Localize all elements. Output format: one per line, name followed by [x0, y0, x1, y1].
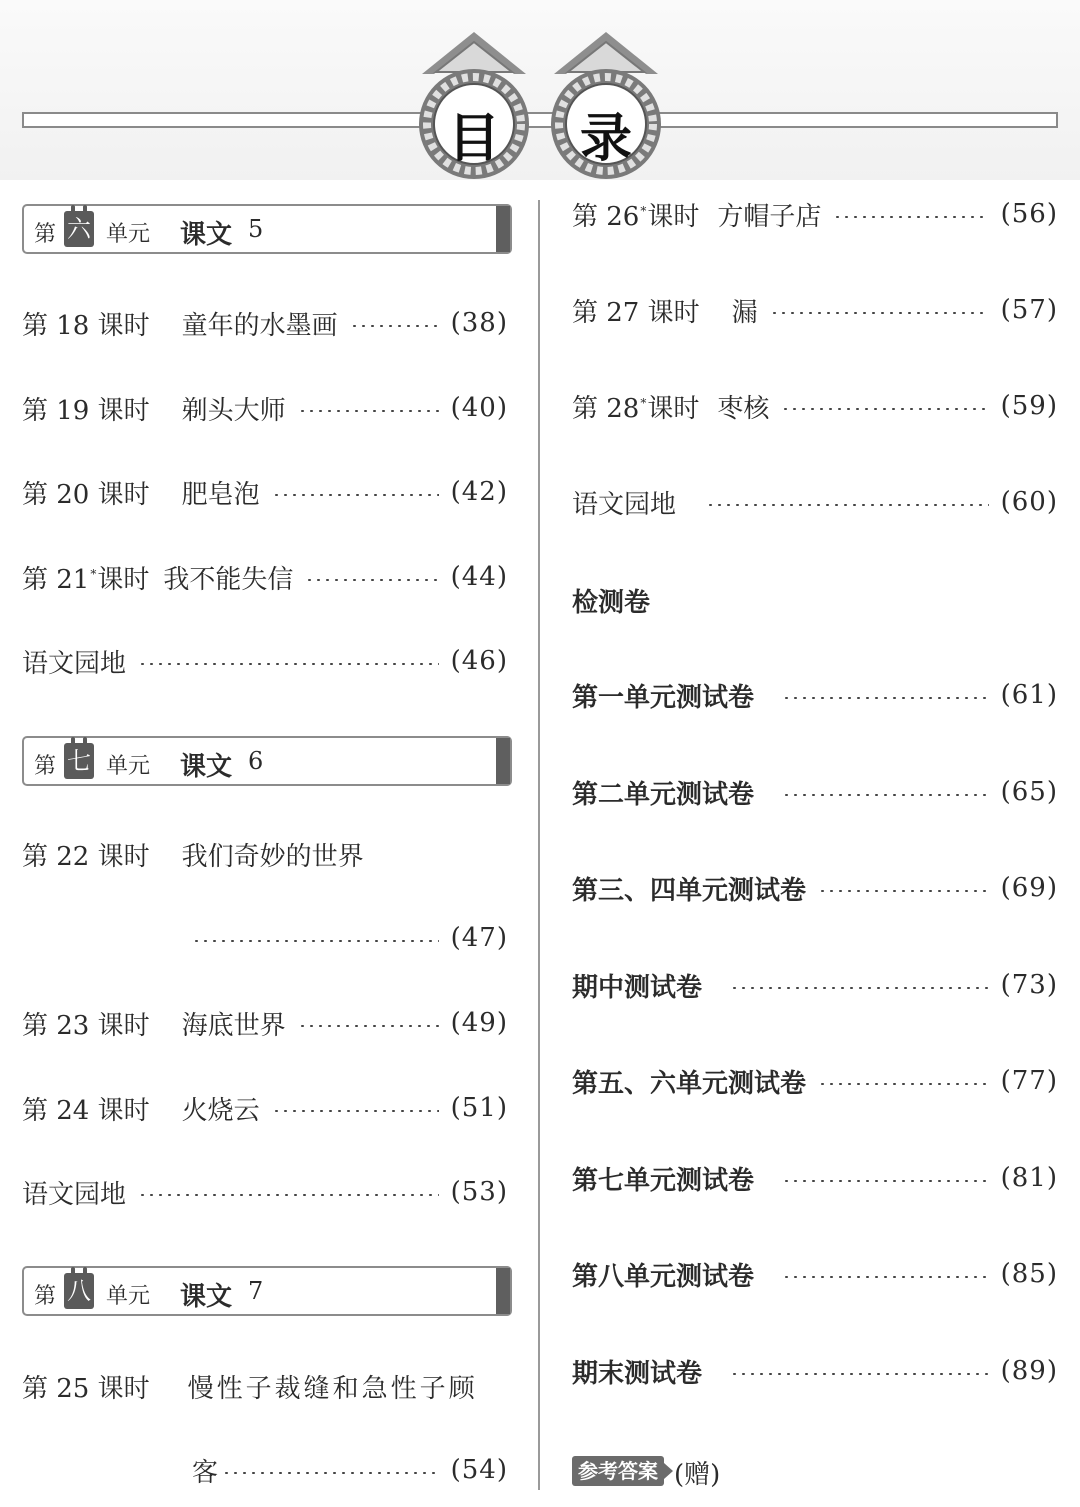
unit-danyuan: 单元 — [106, 1284, 151, 1309]
test-title: 第八单元测试卷 — [572, 1261, 755, 1292]
unit-danyuan: 单元 — [106, 754, 151, 779]
leader-dots — [138, 663, 439, 665]
lesson-title: 语文园地 — [22, 1179, 127, 1210]
unit-kewen: 课文 — [180, 1282, 233, 1312]
page-number: (61) — [1000, 680, 1058, 710]
header-rule — [22, 112, 1058, 128]
toc-item-28[interactable] — [572, 386, 1058, 426]
leader-dots — [818, 1083, 989, 1085]
lesson-title: 剃头大师 — [181, 395, 286, 426]
lesson-title: 语文园地 — [572, 489, 677, 520]
leader-dots — [222, 1472, 439, 1474]
leader-dots — [782, 1180, 989, 1182]
unit-header-bar — [496, 738, 510, 784]
leader-dots — [192, 940, 439, 942]
leader-dots — [781, 408, 988, 410]
toc-test-final[interactable] — [572, 1351, 1058, 1391]
page-number: (81) — [1000, 1163, 1058, 1193]
answer-key-gift-note: (赠) — [674, 1460, 721, 1490]
page-number: (89) — [1000, 1356, 1058, 1386]
unit-number: 七 — [64, 743, 94, 779]
page-number: (40) — [450, 393, 508, 423]
toc-item-22[interactable] — [22, 834, 508, 874]
page-number: (77) — [1000, 1066, 1058, 1096]
test-title: 第七单元测试卷 — [572, 1165, 755, 1196]
toc-item-20[interactable] — [22, 472, 508, 512]
toc-test-7[interactable] — [572, 1158, 1058, 1198]
leader-dots — [305, 579, 438, 581]
lesson-number: 第 19 课时 — [22, 395, 150, 426]
page-number: (59) — [1000, 391, 1058, 421]
toc-item-yuwen-yuandi-3[interactable] — [572, 482, 1058, 522]
toc-test-1[interactable] — [572, 675, 1058, 715]
lesson-number: 第 18 课时 — [22, 310, 150, 341]
answer-key-arrow-icon — [664, 1463, 673, 1479]
leader-dots — [350, 325, 439, 327]
test-title: 期中测试卷 — [572, 972, 703, 1003]
lesson-title: 我不能失信 — [163, 564, 294, 595]
lesson-title: 语文园地 — [22, 648, 127, 679]
unit-number: 八 — [64, 1273, 94, 1309]
page-number: (53) — [450, 1177, 508, 1207]
lesson-title: 肥皂泡 — [181, 479, 260, 510]
toc-item-25[interactable] — [22, 1366, 508, 1406]
lesson-number: 第 24 课时 — [22, 1095, 150, 1126]
lesson-number: 第 26*课时 — [572, 201, 700, 232]
toc-test-5-6[interactable] — [572, 1061, 1058, 1101]
unit-header-6 — [22, 204, 512, 254]
unit-kewen-number: 5 — [248, 215, 264, 243]
leader-dots — [138, 1194, 439, 1196]
test-title: 第一单元测试卷 — [572, 682, 755, 713]
page-number: (46) — [450, 646, 508, 676]
leader-dots — [770, 312, 989, 314]
answer-key-badge[interactable]: 参考答案 — [572, 1456, 664, 1486]
toc-item-18[interactable] — [22, 303, 508, 343]
test-title: 第三、四单元测试卷 — [572, 875, 807, 906]
unit-di: 第 — [34, 1284, 57, 1309]
toc-test-8[interactable] — [572, 1254, 1058, 1294]
lesson-number: 第 27 课时 — [572, 297, 700, 328]
unit-kewen: 课文 — [180, 220, 233, 250]
lesson-title: 枣核 — [717, 393, 770, 424]
leader-dots — [298, 410, 439, 412]
tests-heading: 检测卷 — [572, 587, 651, 618]
unit-header-bar — [496, 206, 510, 252]
unit-di: 第 — [34, 754, 57, 779]
header-band — [0, 0, 1080, 180]
leader-dots — [782, 794, 989, 796]
toc-item-yuwen-yuandi-2[interactable] — [22, 1172, 508, 1212]
lesson-title: 慢性子裁缝和急性子顾 — [187, 1373, 478, 1404]
page-number: (57) — [1000, 295, 1058, 325]
unit-number: 六 — [64, 211, 94, 247]
page-number: (47) — [450, 923, 508, 953]
unit-kewen: 课文 — [180, 752, 233, 782]
toc-item-yuwen-yuandi-1[interactable] — [22, 641, 508, 681]
optional-star: * — [640, 203, 647, 218]
unit-header-8 — [22, 1266, 512, 1316]
toc-item-26[interactable] — [572, 194, 1058, 234]
title-char-lu: 录 — [579, 109, 632, 169]
lesson-number: 第 23 课时 — [22, 1010, 150, 1041]
test-title: 第二单元测试卷 — [572, 779, 755, 810]
lesson-number: 第 28*课时 — [572, 393, 700, 424]
toc-item-25-page-line[interactable] — [192, 1450, 508, 1490]
leader-dots — [272, 1110, 439, 1112]
unit-kewen-number: 7 — [248, 1277, 264, 1305]
page-number: (42) — [450, 477, 508, 507]
test-title: 第五、六单元测试卷 — [572, 1068, 807, 1099]
page-number: (85) — [1000, 1259, 1058, 1289]
lesson-number: 第 20 课时 — [22, 479, 150, 510]
toc-item-27[interactable] — [572, 290, 1058, 330]
page-number: (73) — [1000, 970, 1058, 1000]
page-number: (60) — [1000, 487, 1058, 517]
toc-item-24[interactable] — [22, 1088, 508, 1128]
unit-di: 第 — [34, 222, 57, 247]
leader-dots — [833, 216, 988, 218]
page-number: (49) — [450, 1008, 508, 1038]
toc-item-22-page-line[interactable] — [192, 918, 508, 958]
lesson-title: 火烧云 — [181, 1095, 260, 1126]
test-title: 期末测试卷 — [572, 1358, 703, 1389]
page-number: (56) — [1000, 199, 1058, 229]
lesson-number: 第 22 课时 — [22, 841, 150, 872]
lesson-title: 我们奇妙的世界 — [181, 841, 364, 872]
page-number: (51) — [450, 1093, 508, 1123]
leader-dots — [272, 494, 439, 496]
page-number: (65) — [1000, 777, 1058, 807]
page-number: (38) — [450, 308, 508, 338]
lesson-title: 海底世界 — [181, 1010, 286, 1041]
leader-dots — [730, 987, 989, 989]
column-divider — [538, 200, 540, 1490]
toc-test-2[interactable] — [572, 772, 1058, 812]
toc-test-midterm[interactable] — [572, 965, 1058, 1005]
lesson-title-continued: 客 — [192, 1457, 219, 1488]
leader-dots — [298, 1025, 439, 1027]
unit-header-7 — [22, 736, 512, 786]
toc-item-21[interactable] — [22, 557, 508, 597]
toc-item-23[interactable] — [22, 1003, 508, 1043]
optional-star: * — [90, 566, 97, 581]
title-char-mu: 目 — [447, 109, 500, 169]
unit-danyuan: 单元 — [106, 222, 151, 247]
leader-dots — [706, 504, 989, 506]
lesson-title: 童年的水墨画 — [181, 310, 338, 341]
toc-item-19[interactable] — [22, 388, 508, 428]
leader-dots — [782, 697, 989, 699]
page-number: (69) — [1000, 873, 1058, 903]
optional-star: * — [640, 395, 647, 410]
lesson-number: 第 25 课时 — [22, 1373, 150, 1404]
unit-kewen-number: 6 — [248, 747, 264, 775]
page-number: (54) — [450, 1455, 508, 1485]
page-number: (44) — [450, 562, 508, 592]
leader-dots — [782, 1276, 989, 1278]
leader-dots — [730, 1373, 989, 1375]
lesson-title: 漏 — [731, 297, 758, 328]
leader-dots — [818, 890, 989, 892]
toc-test-3-4[interactable] — [572, 868, 1058, 908]
lesson-title: 方帽子店 — [717, 201, 822, 232]
lesson-number: 第 21*课时 — [22, 564, 150, 595]
unit-header-bar — [496, 1268, 510, 1314]
